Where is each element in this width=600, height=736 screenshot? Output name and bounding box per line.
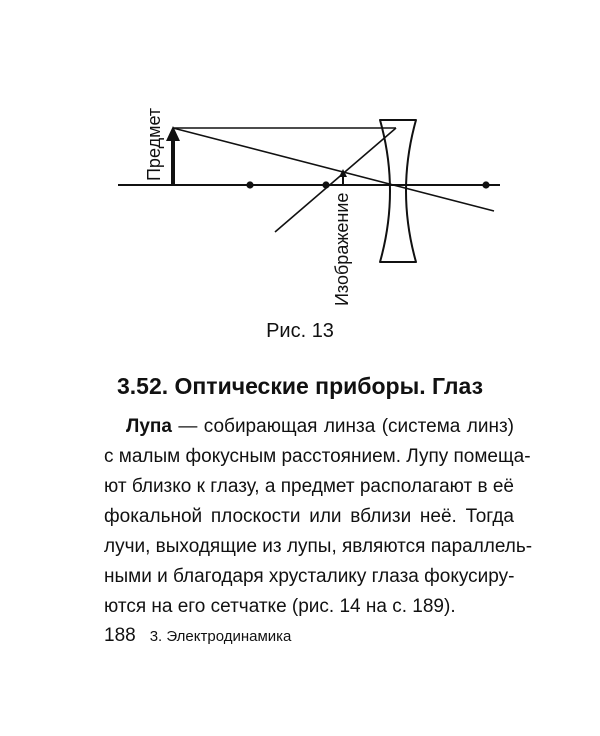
paragraph-line: ются на его сетчатке (рис. 14 на с. 189). [104, 596, 456, 617]
body-paragraph [104, 412, 533, 622]
paragraph-line: с малым фокусным расстоянием. Лупу помеща- [104, 446, 531, 467]
chapter-title: 3. Электродинамика [149, 628, 292, 645]
paragraph-line: ют близко к глазу, а предмет располагают в её [104, 476, 514, 497]
optics-diagram [0, 0, 600, 310]
paragraph-line-text: — собирающая линза (система линз) [171, 416, 514, 437]
term-bold: Лупа [126, 416, 172, 437]
figure-caption: Рис. 13 [266, 320, 334, 342]
page-footer [104, 624, 291, 649]
object-label: Предмет [144, 107, 164, 181]
page-number: 188 [104, 625, 136, 646]
axis-point-right-focus [482, 181, 489, 188]
paragraph-line: фокальной плоскости или вблизи неё. Тогда [104, 506, 514, 527]
axis-point-left-2f [246, 181, 253, 188]
paragraph-line: ными и благодаря хрусталику глаза фокусиру- [104, 566, 515, 587]
paragraph-line: лучи, выходящие из лупы, являются параллель- [104, 536, 533, 557]
section-title: 3.52. Оптические приборы. Глаз [116, 373, 483, 399]
paragraph-line [104, 412, 514, 442]
image-label: Изображение [332, 192, 352, 306]
diverging-lens [380, 120, 416, 262]
